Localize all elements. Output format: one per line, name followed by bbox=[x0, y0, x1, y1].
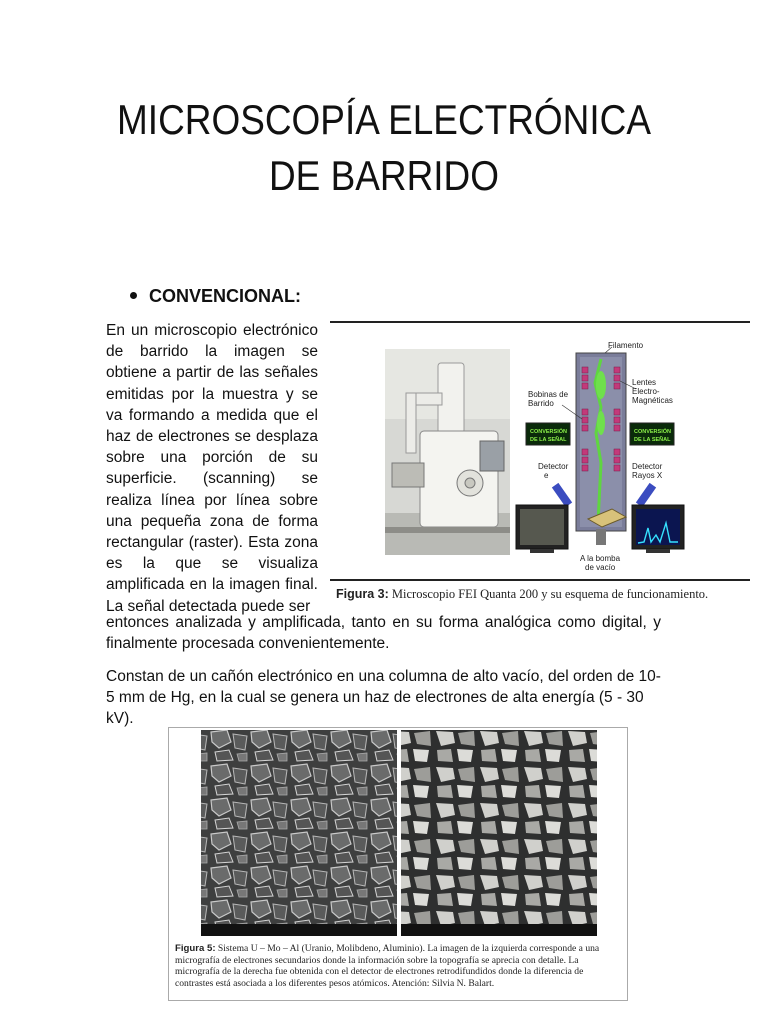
label-conv-left-1: CONVERSIÓN bbox=[530, 429, 567, 435]
label-bomba-1: A la bomba bbox=[580, 554, 621, 563]
figure-3-caption-text: Microscopio FEI Quanta 200 y su esquema de funcionamiento. bbox=[388, 587, 709, 601]
label-lentes-3: Magnéticas bbox=[632, 396, 673, 405]
bullet-icon bbox=[130, 292, 137, 299]
figure-5-micrographs bbox=[169, 728, 627, 938]
paragraph-1-narrow: En un microscopio electrónico de barrido la imagen se obtiene a partir de las señales emitidas por la muestra y se va formando a medida que el haz de electrones se desplaza sobre una porción de su superficie. (scanning) se realiza línea por línea sobre una pequeña zona de forma rectangular (raster). Esta zona es la que se visualiza amplificada en la imagen final. La señal detectada puede ser bbox=[106, 322, 318, 615]
figure-3 bbox=[330, 321, 750, 613]
secondary-electron-micrograph bbox=[201, 730, 397, 936]
label-detector-x-1: Detector bbox=[632, 462, 663, 471]
sem-schematic bbox=[516, 347, 684, 553]
label-bobinas-1: Bobinas de bbox=[528, 390, 569, 399]
label-detector-x-2: Rayos X bbox=[632, 471, 663, 480]
figure-5-caption-text: Sistema U – Mo – Al (Uranio, Molibdeno, Aluminio). La imagen de la izquierda corresponde a una micrografía de electrones secundarios donde la información sobre la topografía se aprecia con detalle. La micrografía de la derecha fue obtenida con el detector de electrones retrodifundidos donde la diferencia de contrastes está asociada a los diferentes pesos atómicos. Atención: Silvia N. Balart. bbox=[175, 943, 600, 989]
figure-5-caption-label: Figura 5: bbox=[175, 943, 216, 954]
figure-3-bottom-rule bbox=[330, 579, 750, 581]
label-filamento: Filamento bbox=[608, 341, 644, 350]
paragraph-2: Constan de un cañón electrónico en una columna de alto vacío, del orden de 10-5 mm de Hg, en la cual se genera un haz de electrones de alta energía (5 - 30 kV). bbox=[106, 668, 661, 728]
label-bomba-2: de vacío bbox=[585, 563, 616, 572]
paragraph-1-continued: entonces analizada y amplificada, tanto en su forma analógica como digital, y finalmente procesada convenientemente. bbox=[106, 614, 661, 653]
label-detector-e-2: e bbox=[544, 471, 549, 480]
label-conv-right-2: DE LA SEÑAL bbox=[634, 437, 671, 443]
label-detector-e-1: Detector bbox=[538, 462, 569, 471]
backscattered-electron-micrograph bbox=[401, 730, 597, 936]
figure-5 bbox=[168, 727, 628, 1001]
label-conv-left-2: DE LA SEÑAL bbox=[530, 437, 567, 443]
label-lentes-1: Lentes bbox=[632, 378, 657, 387]
microscope-photo bbox=[385, 349, 510, 555]
page-title bbox=[46, 92, 722, 204]
title-line-1: MICROSCOPÍA ELECTRÓNICA bbox=[117, 96, 651, 143]
figure-3-caption bbox=[336, 587, 708, 602]
figure-3-images bbox=[330, 323, 750, 581]
section-heading bbox=[130, 286, 301, 307]
label-conv-right-1: CONVERSIÓN bbox=[634, 429, 671, 435]
figure-3-caption-label: Figura 3: bbox=[336, 587, 389, 601]
title-line-2: DE BARRIDO bbox=[268, 152, 500, 199]
label-bobinas-2: Barrido bbox=[528, 399, 554, 408]
section-heading-text: CONVENCIONAL: bbox=[149, 286, 301, 306]
label-lentes-2: Electro- bbox=[632, 387, 660, 396]
figure-5-caption bbox=[175, 943, 621, 989]
